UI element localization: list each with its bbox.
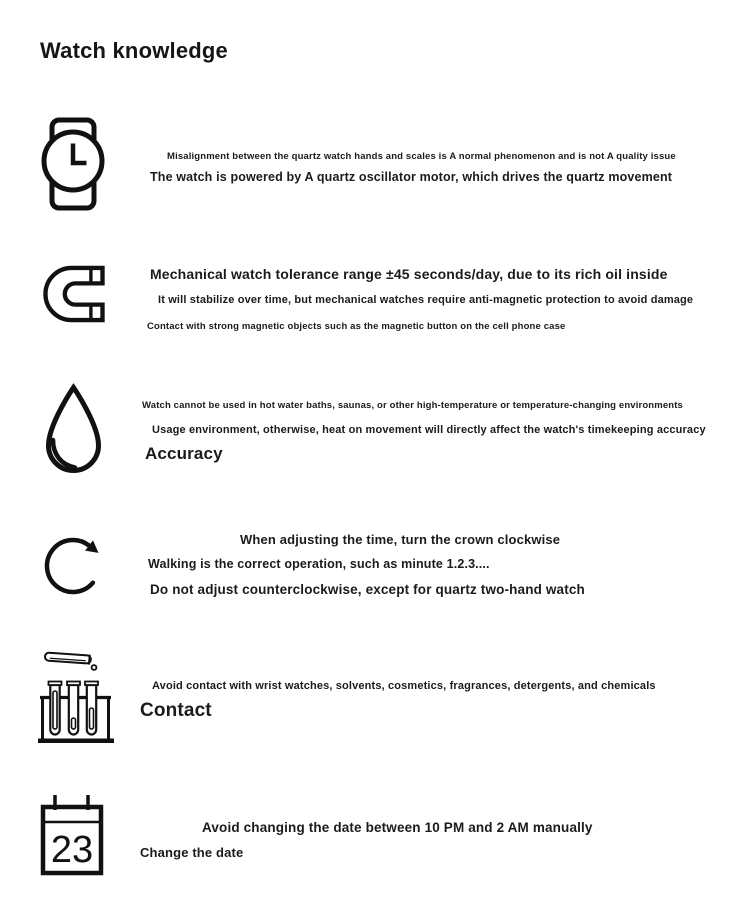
- chemical-note-line: Avoid contact with wrist watches, solvents, cosmetics, fragrances, detergents, and chemicals: [152, 680, 656, 692]
- magnet-note-line: Contact with strong magnetic objects such as the magnetic button on the cell phone case: [147, 321, 566, 332]
- crown-warning-line: Do not adjust counterclockwise, except for quartz two-hand watch: [150, 582, 585, 597]
- rotate-clockwise-icon: [43, 527, 107, 601]
- quartz-main-line: The watch is powered by A quartz oscillator motor, which drives the quartz movement: [150, 170, 673, 184]
- crown-sub-line: Walking is the correct operation, such as minute 1.2.3....: [148, 557, 490, 571]
- water-drop-icon: [40, 383, 107, 478]
- magnet-sub-line: It will stabilize over time, but mechanical watches require anti-magnetic protection to avoid damage: [158, 294, 694, 306]
- calendar-icon: [38, 793, 106, 881]
- date-sub-line: Change the date: [140, 845, 244, 860]
- date-main-line: Avoid changing the date between 10 PM and 2 AM manually: [202, 820, 593, 835]
- watch-icon: [40, 117, 106, 211]
- page-title: Watch knowledge: [40, 38, 228, 63]
- magnet-icon: [42, 265, 105, 323]
- crown-main-line: When adjusting the time, turn the crown clockwise: [240, 532, 561, 547]
- accuracy-heading: Accuracy: [145, 444, 223, 463]
- calendar-day-number: 23: [50, 829, 94, 871]
- contact-heading: Contact: [140, 700, 212, 721]
- temperature-sub-line: Usage environment, otherwise, heat on movement will directly affect the watch's timekeeping accuracy: [152, 424, 706, 436]
- temperature-note-line: Watch cannot be used in hot water baths, saunas, or other high-temperature or temperature-changing environments: [142, 400, 683, 411]
- quartz-note-line: Misalignment between the quartz watch hands and scales is A normal phenomenon and is not A quality issue: [167, 151, 676, 162]
- magnet-main-line: Mechanical watch tolerance range ±45 seconds/day, due to its rich oil inside: [150, 266, 668, 282]
- test-tubes-icon: [30, 645, 115, 745]
